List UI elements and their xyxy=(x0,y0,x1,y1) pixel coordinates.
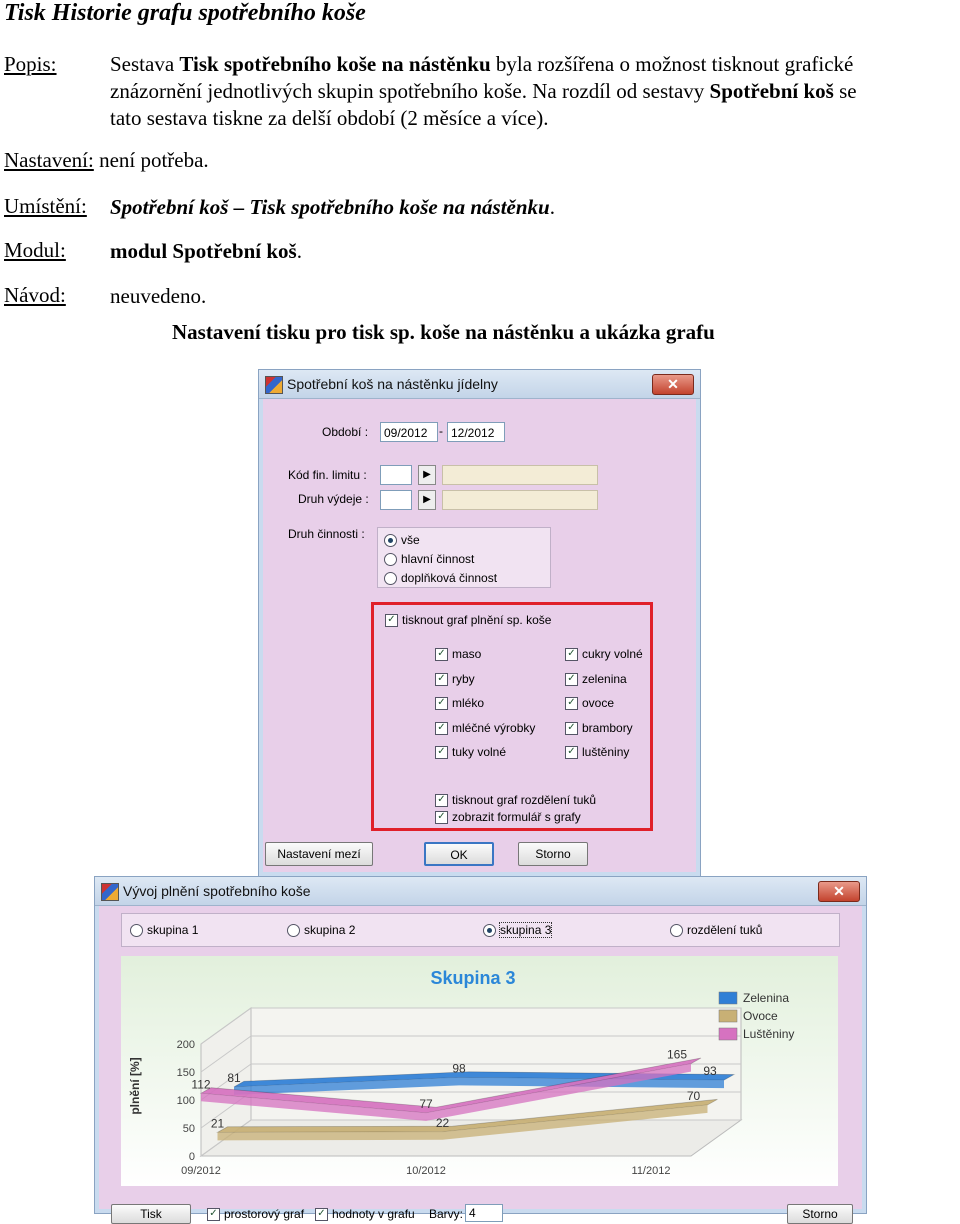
check-maso[interactable]: ✓ maso xyxy=(435,647,481,661)
data-label: 81 xyxy=(227,1070,241,1085)
data-label: 77 xyxy=(419,1096,433,1111)
radio-skupina-1[interactable]: skupina 1 xyxy=(130,923,198,937)
dialog1-client xyxy=(263,399,696,872)
legend-label: Zelenina xyxy=(743,991,790,1005)
dialog1-titlebar[interactable] xyxy=(259,370,700,399)
obdobi-label: Období : xyxy=(322,425,369,439)
dialog2-titlebar[interactable] xyxy=(95,877,866,906)
check-zelenina[interactable]: ✓ zelenina xyxy=(565,672,627,686)
check-ryby[interactable]: ✓ ryby xyxy=(435,672,475,686)
obdobi-to-input[interactable]: 12/2012 xyxy=(447,422,505,442)
data-label: 21 xyxy=(210,1116,225,1131)
check-tuky-volne[interactable]: ✓ tuky volné xyxy=(435,745,506,759)
nastaveni-label: Nastavení: xyxy=(4,148,94,172)
kod-fin-limitu-name xyxy=(442,465,598,485)
data-label: 93 xyxy=(703,1064,717,1079)
close-button[interactable]: ✕ xyxy=(652,374,694,395)
radio-skupina-2[interactable]: skupina 2 xyxy=(287,923,355,937)
check-mleko[interactable]: ✓ mléko xyxy=(435,696,484,710)
data-label: 112 xyxy=(191,1077,211,1092)
y-tick-label: 150 xyxy=(176,1067,195,1079)
navod-label: Návod: xyxy=(4,283,66,307)
check-ovoce[interactable]: ✓ ovoce xyxy=(565,696,614,710)
app-icon xyxy=(265,376,283,394)
dialog2-title: Vývoj plnění spotřebního koše xyxy=(123,883,311,899)
group-selector xyxy=(121,913,840,947)
check-brambory[interactable]: ✓ brambory xyxy=(565,721,633,735)
y-axis-label: plnění [%] xyxy=(128,1057,142,1115)
popis-label: Popis: xyxy=(4,52,57,76)
data-label: 98 xyxy=(452,1061,466,1076)
druh-cinnosti-label: Druh činnosti : xyxy=(288,527,365,541)
check-hodnoty-v-grafu[interactable]: ✓ hodnoty v grafu xyxy=(315,1207,415,1221)
data-label: 165 xyxy=(666,1047,688,1062)
obdobi-separator: - xyxy=(439,424,443,438)
legend-label: Ovoce xyxy=(743,1009,778,1023)
nastaveni-row xyxy=(4,148,209,173)
chart-title: Skupina 3 xyxy=(430,968,516,988)
umisteni-label: Umístění: xyxy=(4,194,87,218)
chart-area xyxy=(121,956,838,1186)
graf-plneni-checkbox[interactable]: ✓ tisknout graf plnění sp. koše xyxy=(385,613,551,627)
popis-text: Sestava Tisk spotřebního koše na nástěnku byla rozšířena o možnost tisknout grafické znázornění jednotlivých skupin spotřebního koše. Na rozdíl od sestavy Spotřební koš se tato sestava tiskne za delší období (2 měsíce a více). xyxy=(110,52,857,130)
umisteni-text: Spotřební koš – Tisk spotřebního koše na nástěnku. xyxy=(110,195,555,219)
legend-swatch xyxy=(719,1028,737,1040)
check-zobrazit-formular[interactable]: ✓ zobrazit formulář s grafy xyxy=(435,810,581,824)
check-prostorovy-graf[interactable]: ✓ prostorový graf xyxy=(207,1207,304,1221)
check-lusteniny[interactable]: ✓ luštěniny xyxy=(565,745,629,759)
druh-vydeje-label: Druh výdeje : xyxy=(298,492,369,506)
radio-vse[interactable]: vše xyxy=(384,533,420,547)
close-button[interactable]: ✕ xyxy=(818,881,860,902)
dialog-spotrebni-kos xyxy=(258,369,701,877)
radio-rozdeleni-tuku[interactable]: rozdělení tuků xyxy=(670,923,762,937)
dialog2-client xyxy=(99,906,862,1221)
kod-fin-limitu-arrow-icon[interactable]: ▶ xyxy=(418,465,436,485)
app-icon xyxy=(101,883,119,901)
legend-label: Luštěniny xyxy=(743,1027,795,1041)
check-mlecne-vyrobky[interactable]: ✓ mléčné výrobky xyxy=(435,721,535,735)
druh-vydeje-arrow-icon[interactable]: ▶ xyxy=(418,490,436,510)
x-tick-label: 10/2012 xyxy=(406,1165,446,1177)
figure-caption: Nastavení tisku pro tisk sp. koše na nástěnku a ukázka grafu xyxy=(172,320,715,344)
obdobi-from-input[interactable]: 09/2012 xyxy=(380,422,438,442)
modul-text: modul Spotřební koš. xyxy=(110,239,302,263)
radio-skupina-3[interactable]: skupina 3 xyxy=(483,923,551,937)
barvy-label: Barvy: xyxy=(429,1207,464,1221)
kod-fin-limitu-input[interactable] xyxy=(380,465,412,485)
storno-button[interactable]: Storno xyxy=(518,842,588,866)
modul-label: Modul: xyxy=(4,238,66,262)
radio-hlavni-cinnost[interactable]: hlavní činnost xyxy=(384,552,474,566)
ok-button[interactable]: OK xyxy=(424,842,494,866)
data-label: 70 xyxy=(686,1088,701,1103)
dialog-vyvoj-plneni xyxy=(94,876,867,1221)
legend-swatch xyxy=(719,992,737,1004)
y-tick-label: 200 xyxy=(176,1039,195,1051)
document-title: Tisk Historie grafu spotřebního koše xyxy=(4,0,366,26)
nastaveni-text: není potřeba. xyxy=(93,148,209,172)
radio-doplnkova-cinnost[interactable]: doplňková činnost xyxy=(384,571,497,585)
navod-text: neuvedeno. xyxy=(110,284,207,308)
tisk-button[interactable]: Tisk xyxy=(111,1204,191,1224)
legend-swatch xyxy=(719,1010,737,1022)
check-graf-rozdeleni-tuku[interactable]: ✓ tisknout graf rozdělení tuků xyxy=(435,793,596,807)
druh-vydeje-name xyxy=(442,490,598,510)
druh-cinnosti-group xyxy=(377,527,551,588)
barvy-spinner[interactable]: 4 xyxy=(465,1204,503,1222)
y-tick-label: 0 xyxy=(188,1151,195,1163)
druh-vydeje-input[interactable] xyxy=(380,490,412,510)
nastaveni-mezi-button[interactable]: Nastavení mezí xyxy=(265,842,373,866)
x-tick-label: 09/2012 xyxy=(181,1165,221,1177)
dialog1-title: Spotřební koš na nástěnku jídelny xyxy=(287,376,498,392)
x-tick-label: 11/2012 xyxy=(631,1165,671,1177)
storno-button[interactable]: Storno xyxy=(787,1204,853,1224)
kod-fin-limitu-label: Kód fin. limitu : xyxy=(288,468,367,482)
data-label: 22 xyxy=(435,1115,450,1130)
y-tick-label: 100 xyxy=(176,1095,195,1107)
check-cukry-volne[interactable]: ✓ cukry volné xyxy=(565,647,643,661)
y-tick-label: 50 xyxy=(182,1123,195,1135)
